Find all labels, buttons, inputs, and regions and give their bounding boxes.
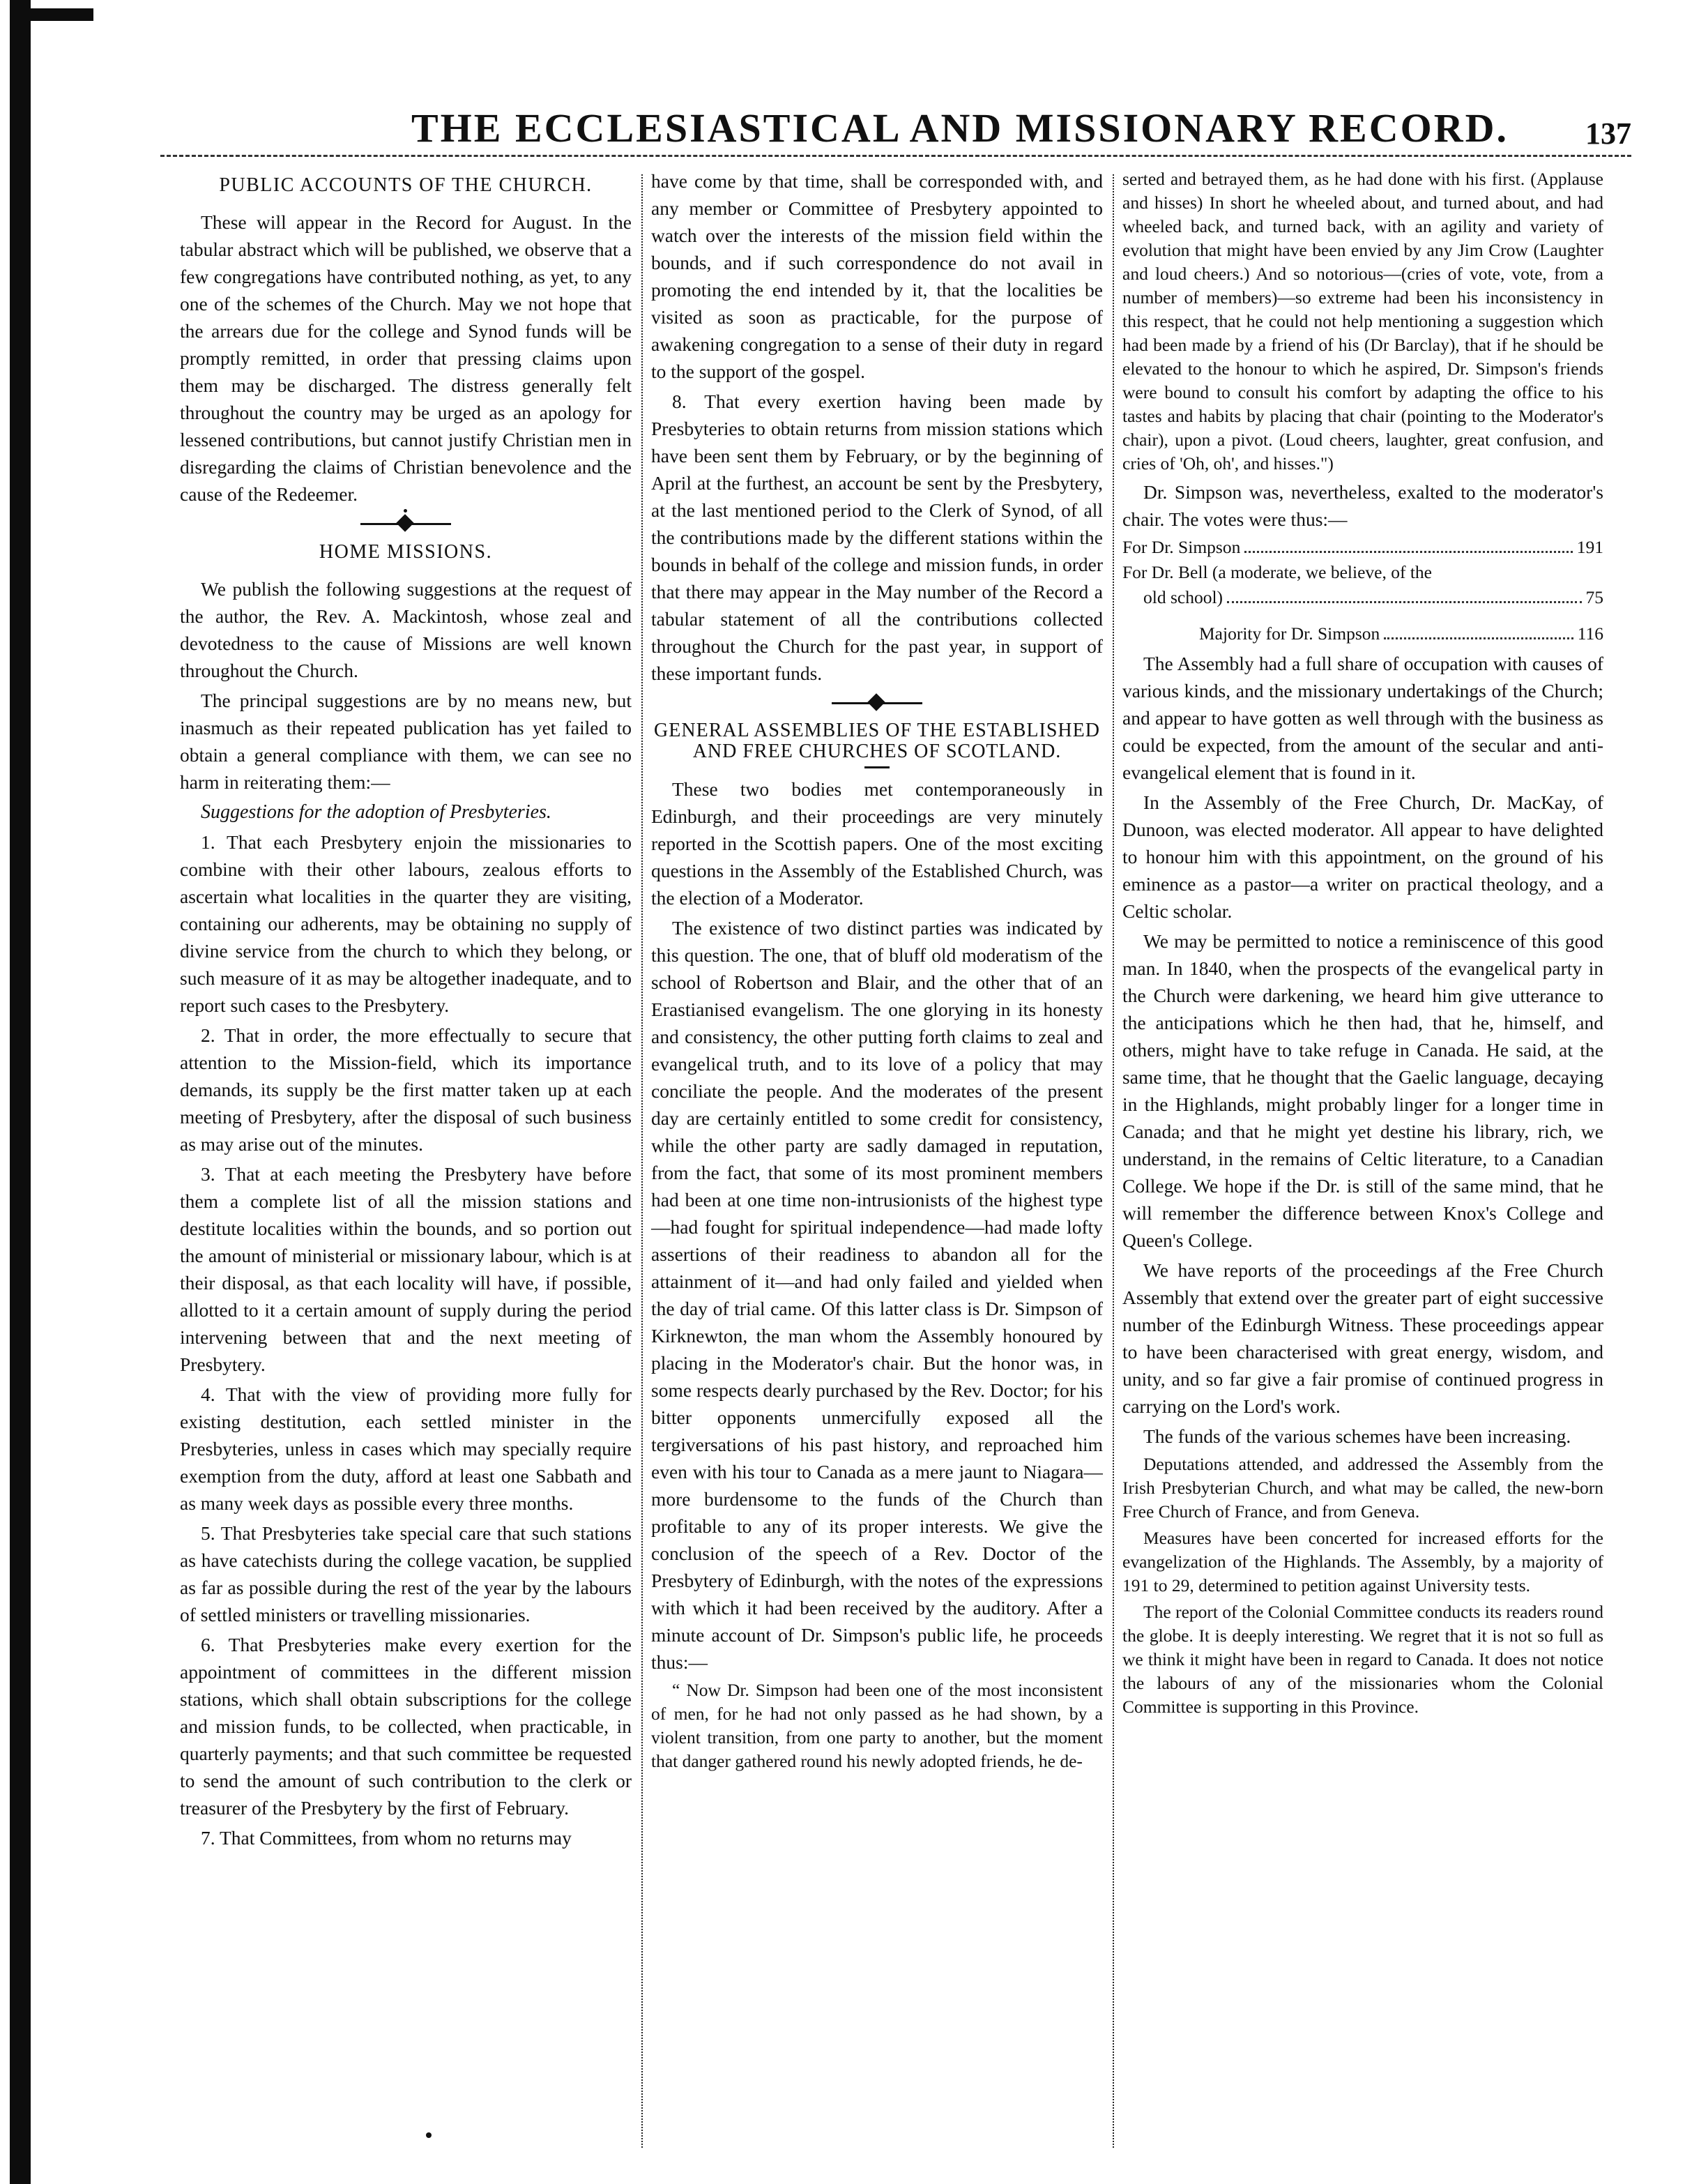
column-divider xyxy=(1113,174,1114,2148)
majority-row xyxy=(1122,622,1603,646)
paragraph: The existence of two distinct parties was indicated by this question. The one, that of bluff old moderatism of the school of Robertson and Blair, and the other that of an Erastianised evangelism. The one glorying in its honesty and consistency, the other putting forth claims to zeal and evangelical truth, and to its love of a policy that may conciliate the people. And the moderates of the present day are certainly entitled to some credit for consistency, while the other party are sadly damaged in reputation, from the fact, that some of its most prominent members had been at one time non-intrusionists of the highest type—had fought for spiritual independence—had made lofty assertions of their readiness to abandon all for the attainment of it—and had only failed and yielded when the day of trial came. Of this latter class is Dr. Simpson of Kirknewton, the man whom the Assembly honoured by placing in the Moderator's chair. But the honor was, in some respects dearly purchased by the Rev. Doctor; for his bitter opponents unmercifully exposed all the tergiversations of his past history, and reproached him even with his tour to Canada as a mere jaunt to Niagara—more burdensome to the funds of the Church than profitable to any of its proper interests. We give the conclusion of the speech of a Rev. Doctor of the Presbytery of Edinburgh, with the notes of the expressions with which it had been received by the auditory. After a minute account of Dr. Simpson's public life, he proceeds thus:— xyxy=(651,917,1103,1673)
suggestion-item: 7. That Committees, from whom no returns may xyxy=(201,1827,572,1849)
diamond-ornament-icon xyxy=(396,514,413,531)
section-ornament xyxy=(360,513,451,534)
paragraph: These two bodies met contemporaneously in Edinburgh, and their proceedings are very minutely reported in the Scottish papers. One of the most exciting questions in the Assembly of the Established Church, was the election of a Moderator. xyxy=(651,778,1103,909)
suggestion-item: 1. That each Presbytery enjoin the missionaries to combine with their other labours, zealous efforts to ascertain what localities in the quarter they are visiting, containing our adherents, may be obtaining no supply of divine service from the church to which they belong, or such measure of it as may be altogether inadequate, and to report such cases to the Presbytery. xyxy=(180,831,632,1016)
page-number: 137 xyxy=(1585,116,1631,151)
column-1 xyxy=(180,167,632,2155)
ink-speck xyxy=(426,2132,432,2138)
short-rule xyxy=(864,766,890,768)
paragraph: Dr. Simpson was, nevertheless, exalted to the moderator's chair. The votes were thus:— xyxy=(1122,481,1603,530)
suggestion-item: 8. That every exertion having been made by Presbyteries to obtain returns from mission stations which have been sent them by February, or by the beginning of April at the furthest, an account be sent by the Presbytery, at the last mentioned period to the Clerk of Synod, of all the contributions made by the different stations within the bounds in behalf of the college and mission funds, in order that there may appear in the May number of the Record a tabular statement of all the contributions collected throughout the Church for the past year, in support of these important funds. xyxy=(651,390,1103,684)
vote-count: 191 xyxy=(1576,537,1603,557)
section-heading-public-accounts: PUBLIC ACCOUNTS OF THE CHURCH. xyxy=(219,174,593,196)
vote-row xyxy=(1122,536,1603,559)
binding-edge xyxy=(10,0,31,2184)
paragraph: Measures have been concerted for increased efforts for the evangelization of the Highlands. The Assembly, by a majority of 191 to 29, determined to petition against University tests. xyxy=(1122,1528,1603,1595)
paragraph: The Assembly had a full share of occupation with causes of various kinds, and the missionary undertakings of the Church; and appear to have gotten as well through with the business as could be expected, from the amount of the secular and anti-evangelical element that is found in it. xyxy=(1122,653,1603,783)
paragraph: We publish the following suggestions at the request of the author, the Rev. A. Mackintosh, whose zeal and devotedness to the cause of Missions are well known throughout the Church. xyxy=(180,578,632,681)
paragraph: The report of the Colonial Committee conducts its readers round the globe. It is deeply interesting. We regret that it is not so full as we think it might have been in regard to Canada. It does not notice the labours of any of the missionaries whom the Colonial Committee is supporting in this Province. xyxy=(1122,1602,1603,1717)
paragraph: These will appear in the Record for August. In the tabular abstract which will be published, we observe that a few congregations have contributed nothing, as yet, to any one of the schemes of the Church. May we not hope that the arrears due for the college and Synod funds will be promptly remitted, in order that pressing claims upon them may be discharged. The distress generally felt throughout the country may be urged as an apology for lessened contributions, but cannot justify Christian men in disregarding the claims of Christian benevolence and the cause of the Redeemer. xyxy=(180,211,632,505)
paragraph: The principal suggestions are by no means new, but inasmuch as their repeated publication has yet failed to obtain a general compliance with them, we can see no harm in reiterating them:— xyxy=(180,690,632,793)
section-heading-home-missions: HOME MISSIONS. xyxy=(319,541,493,563)
binding-edge-cap xyxy=(10,8,93,21)
paragraph: Deputations attended, and addressed the Assembly from the Irish Presbyterian Church, and what may be called, the new-born Free Church of France, and from Geneva. xyxy=(1122,1454,1603,1522)
paragraph: The funds of the various schemes have been increasing. xyxy=(1143,1425,1571,1447)
dot-leader xyxy=(1384,637,1573,639)
vote-row xyxy=(1122,561,1603,584)
header-rule xyxy=(160,155,1631,157)
vote-label: old school) xyxy=(1143,587,1223,607)
quotation: serted and betrayed them, as he had done with his first. (Applause and hisses) In short he wheeled about, and turned about, and had wheeled back, and turned back, with an agility and variety of evolution that might have been envied by any Jim Crow (Laughter and loud cheers.) And so notorious—(cries of vote, vote, from a number of members)—so extreme had been his inconsistency in this respect, that he could not help mentioning a suggestion which had been made by a friend of his (Dr Barclay), that if he should be elevated to the honour to which he aspired, Dr. Simpson's friends were bound to consult his comfort by adapting the office to his tastes and habits by placing that chair (pointing to the Moderator's chair), upon a pivot. (Loud cheers, laughter, great confusion, and cries of 'Oh, oh', and hisses.") xyxy=(1122,169,1603,473)
suggestion-item: 4. That with the view of providing more fully for existing destitution, each settled minister in the Presbyteries, unless in cases which may specially require exemption from the duty, afford at least one Sabbath and as many week days as possible every three months. xyxy=(180,1383,632,1514)
dot-leader xyxy=(1227,601,1581,603)
page-header xyxy=(160,105,1631,160)
column-2 xyxy=(651,167,1103,2155)
majority-label: Majority for Dr. Simpson xyxy=(1199,623,1380,644)
section-heading-general-assemblies: GENERAL ASSEMBLIES OF THE ESTABLISHED AND FREE CHURCHES OF SCOTLAND. xyxy=(654,720,1100,762)
dot-leader xyxy=(1244,551,1572,553)
suggestion-item: 3. That at each meeting the Presbytery have before them a complete list of all the mission stations and destitute localities within the bounds, and so portion out the amount of ministerial or missionary labour, which is at their disposal, as that each locality will have, if possible, allotted to it a certain amount of supply during the period intervening between that and the next meeting of Presbytery. xyxy=(180,1163,632,1375)
section-ornament xyxy=(832,692,922,713)
suggestions-subheading: Suggestions for the adoption of Presbyteries. xyxy=(201,801,551,823)
suggestion-item: 2. That in order, the more effectually to secure that attention to the Mission-field, which its importance demands, its supply be the first matter taken up at each meeting of Presbytery, after the disposal of such business as may arise out of the minutes. xyxy=(180,1024,632,1155)
vote-count: 75 xyxy=(1585,587,1603,607)
running-title: THE ECCLESIASTICAL AND MISSIONARY RECORD. xyxy=(411,105,1509,151)
majority-count: 116 xyxy=(1577,623,1603,644)
vote-label: For Dr. Bell (a moderate, we believe, of the xyxy=(1122,562,1432,582)
quotation: “ Now Dr. Simpson had been one of the most inconsistent of men, for he had not only passed as he had shown, by a violent transition, from one party to another, but the moment that danger gathered round his newly adopted friends, he de- xyxy=(651,1680,1103,1771)
diamond-ornament-icon xyxy=(867,693,885,711)
vote-label: For Dr. Simpson xyxy=(1122,537,1241,557)
column-divider xyxy=(641,174,643,2148)
paragraph: have come by that time, shall be corresponded with, and any member or Committee of Presbytery appointed to watch over the interests of the mission field within the bounds, and if such correspondence do not avail in promoting the end intended by it, that the localities be visited as soon as practicable, for the purpose of awakening congregation to a sense of their duty in regard to the support of the gospel. xyxy=(651,170,1103,382)
paragraph: We have reports of the proceedings af the Free Church Assembly that extend over the greater part of eight successive number of the Edinburgh Witness. These proceedings appear to have been characterised with great energy, wisdom, and unity, and so far give a fair promise of continued progress in carrying on the Lord's work. xyxy=(1122,1259,1603,1417)
paragraph: In the Assembly of the Free Church, Dr. MacKay, of Dunoon, was elected moderator. All appear to have delighted to honour him with this appointment, on the ground of his eminence as a pastor—a writer on practical theology, and a Celtic scholar. xyxy=(1122,791,1603,922)
suggestion-item: 5. That Presbyteries take special care that such stations as have catechists during the college vacation, be supplied as far as possible during the rest of the year by the labours of settled ministers or travelling missionaries. xyxy=(180,1522,632,1625)
column-3 xyxy=(1122,167,1603,2155)
paragraph: We may be permitted to notice a reminiscence of this good man. In 1840, when the prospects of the evangelical party in the Church were darkening, we heard him give utterance to the anticipations which he then had, that he, himself, and others, might have to take refuge in Canada. He said, at the same time, that he thought that the Gaelic language, decaying in the Highlands, might probably linger for a longer time in Canada; and that he might yet destine his library, rich, we understand, in the remains of Celtic literature, to a Canadian College. We hope if the Dr. is still of the same mind, that he will remember the difference between Knox's College and Queen's College. xyxy=(1122,930,1603,1251)
vote-row xyxy=(1122,586,1603,609)
suggestion-item: 6. That Presbyteries make every exertion for the appointment of committees in the different mission stations, which shall obtain subscriptions for the college and mission funds, to be collected, when practicable, in quarterly payments; and that such committee be requested to send the amount of such contribution to the clerk or treasurer of the Presbytery by the first of February. xyxy=(180,1634,632,1819)
